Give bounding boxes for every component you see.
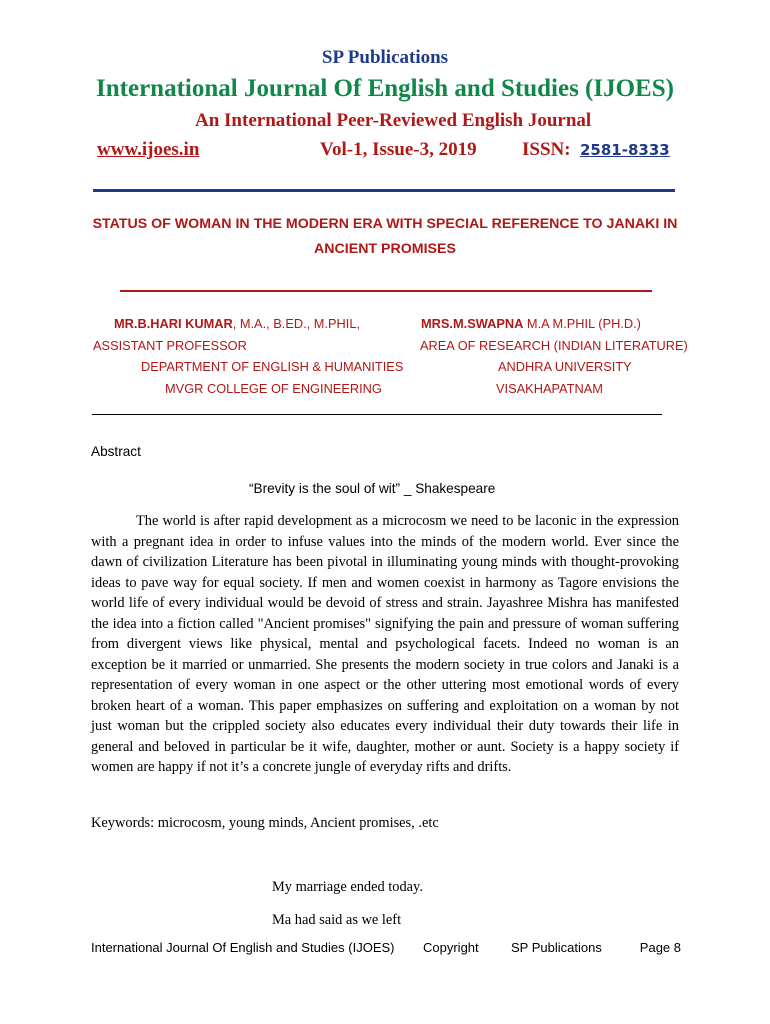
paper-title: STATUS OF WOMAN IN THE MODERN ERA WITH SPECIAL REFERENCE TO JANAKI IN ANCIENT PROMISES bbox=[92, 216, 678, 257]
footer-publisher: SP Publications bbox=[511, 940, 602, 955]
keywords: Keywords: microcosm, young minds, Ancient promises, .etc bbox=[91, 815, 439, 831]
volume-issue: Vol-1, Issue-3, 2019 bbox=[320, 139, 477, 160]
issn-number: 2581-8333 bbox=[580, 141, 670, 159]
page-footer bbox=[91, 940, 681, 960]
right-author-designation: AREA OF RESEARCH (INDIAN LITERATURE) bbox=[420, 338, 688, 353]
right-author-qualifications: M.A M.PHIL (PH.D.) bbox=[523, 316, 641, 331]
author-divider bbox=[92, 414, 662, 415]
epigraph-quote: “Brevity is the soul of wit” _ Shakespeare bbox=[249, 481, 496, 496]
left-author-name: MR.B.HARI KUMAR bbox=[114, 316, 233, 331]
journal-subtitle: An International Peer-Reviewed English Journal bbox=[195, 110, 592, 131]
left-author-institution: MVGR COLLEGE OF ENGINEERING bbox=[165, 381, 382, 396]
website-link[interactable]: www.ijoes.in bbox=[97, 139, 200, 160]
issn-label: ISSN: bbox=[522, 139, 571, 160]
footer-page-number: Page 8 bbox=[639, 940, 681, 955]
right-author-institution: VISAKHAPATNAM bbox=[496, 381, 603, 396]
poem-line-1: My marriage ended today. bbox=[272, 879, 423, 895]
poem-line-2: Ma had said as we left bbox=[272, 912, 402, 928]
header-divider bbox=[93, 189, 675, 192]
right-author-name: MRS.M.SWAPNA bbox=[421, 316, 524, 331]
journal-title: International Journal Of English and Studies (IJOES) bbox=[96, 75, 674, 102]
title-divider bbox=[120, 290, 652, 292]
left-author-qualifications: , M.A., B.ED., M.PHIL, bbox=[232, 316, 361, 331]
right-author-department: ANDHRA UNIVERSITY bbox=[498, 359, 632, 374]
abstract-heading: Abstract bbox=[91, 444, 141, 459]
left-author-designation: ASSISTANT PROFESSOR bbox=[93, 338, 247, 353]
left-author-line bbox=[114, 316, 360, 331]
footer-copyright: Copyright bbox=[423, 940, 479, 955]
publisher-name: SP Publications bbox=[321, 47, 449, 68]
footer-journal: International Journal Of English and Studies (IJOES) bbox=[91, 940, 395, 955]
right-author-line bbox=[421, 316, 641, 331]
left-author-department: DEPARTMENT OF ENGLISH & HUMANITIES bbox=[141, 359, 404, 374]
abstract-body: The world is after rapid development as a microcosm we need to be laconic in the expression with a pregnant idea in order to infuse values into the minds of the modern world. Ever since the dawn of civilization Literature has been pivotal in illuminating young minds with thought-provoking ideas to pave way for equal society. If men and women coexist in harmony as Tagore envisions the world life of every individual would be devoid of stress and strain. Jayashree Mishra has manifested the idea into a fiction called "Ancient promises" signifying the pain and pressure of woman suffering from divergent views like physical, mental and psychological facets. Indeed no woman is an exception be it married or unmarried. She presents the modern society in true colors and Janaki is a representation of every woman in one aspect or the other uttering most emotional words of every broken heart of a woman. This paper emphasizes on suffering and exploitation on a woman by not just woman but the crippled society also educates every individual their duty towards their life in general and beloved in particular be it wife, daughter, mother or aunt. Society is a happy society if women are happy if not it’s a concrete jungle of everyday rifts and drifts. bbox=[91, 513, 679, 775]
